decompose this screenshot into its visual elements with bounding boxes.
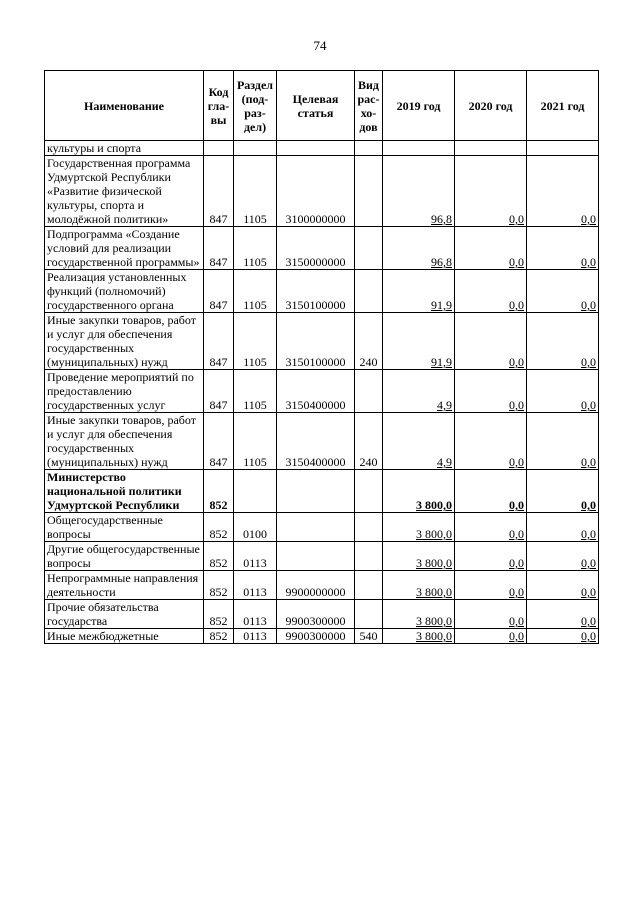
cell-y2021: 0,0 (527, 413, 599, 470)
cell-y2020: 0,0 (455, 370, 527, 413)
cell-y2020: 0,0 (455, 513, 527, 542)
cell-code: 847 (204, 270, 234, 313)
table-row (45, 370, 599, 413)
cell-expense (355, 141, 383, 156)
header-code: Код гла-вы (204, 71, 234, 141)
cell-section: 0113 (234, 629, 277, 644)
cell-y2019: 3 800,0 (383, 629, 455, 644)
cell-expense: 240 (355, 413, 383, 470)
cell-code: 852 (204, 600, 234, 629)
cell-target (277, 513, 355, 542)
cell-expense (355, 600, 383, 629)
cell-expense (355, 370, 383, 413)
cell-code: 852 (204, 470, 234, 513)
cell-name: Прочие обязательства государства (45, 600, 204, 629)
cell-y2019 (383, 141, 455, 156)
cell-name: Иные закупки товаров, работ и услуг для обеспечения государственных (муниципальных) нужд (45, 313, 204, 370)
table-body (45, 141, 599, 644)
cell-y2019: 91,9 (383, 270, 455, 313)
page-number: 74 (313, 38, 327, 53)
cell-section: 0113 (234, 571, 277, 600)
table-header-row (45, 71, 599, 141)
cell-y2021: 0,0 (527, 470, 599, 513)
cell-section: 0100 (234, 513, 277, 542)
cell-target: 9900300000 (277, 600, 355, 629)
cell-name: Реализация установленных функций (полномочий) государственного органа (45, 270, 204, 313)
cell-name: Иные закупки товаров, работ и услуг для обеспечения государственных (муниципальных) нужд (45, 413, 204, 470)
cell-code: 852 (204, 571, 234, 600)
cell-y2020: 0,0 (455, 470, 527, 513)
cell-y2021: 0,0 (527, 313, 599, 370)
header-section: Раздел (под-раз-дел) (234, 71, 277, 141)
cell-target: 3150400000 (277, 370, 355, 413)
cell-code: 847 (204, 313, 234, 370)
header-2020: 2020 год (455, 71, 527, 141)
cell-y2020: 0,0 (455, 156, 527, 227)
cell-y2019: 96,8 (383, 156, 455, 227)
cell-code: 852 (204, 629, 234, 644)
cell-y2019: 4,9 (383, 370, 455, 413)
cell-y2019: 3 800,0 (383, 542, 455, 571)
table-row (45, 227, 599, 270)
cell-section (234, 470, 277, 513)
table-row (45, 542, 599, 571)
header-expense: Вид рас-хо-дов (355, 71, 383, 141)
budget-table (44, 70, 599, 644)
cell-y2021 (527, 141, 599, 156)
cell-code: 847 (204, 413, 234, 470)
cell-expense: 240 (355, 313, 383, 370)
cell-expense (355, 470, 383, 513)
cell-section (234, 141, 277, 156)
cell-expense (355, 270, 383, 313)
cell-name: Иные межбюджетные (45, 629, 204, 644)
cell-y2019: 96,8 (383, 227, 455, 270)
cell-section: 0113 (234, 542, 277, 571)
table-row (45, 313, 599, 370)
header-2019: 2019 год (383, 71, 455, 141)
cell-y2020: 0,0 (455, 542, 527, 571)
cell-y2020: 0,0 (455, 600, 527, 629)
cell-section: 1105 (234, 227, 277, 270)
cell-section: 1105 (234, 156, 277, 227)
cell-y2019: 3 800,0 (383, 571, 455, 600)
cell-y2019: 91,9 (383, 313, 455, 370)
cell-target: 9900300000 (277, 629, 355, 644)
table-row (45, 513, 599, 542)
cell-expense (355, 542, 383, 571)
cell-section: 1105 (234, 270, 277, 313)
table-row (45, 629, 599, 644)
cell-code: 852 (204, 542, 234, 571)
cell-y2020: 0,0 (455, 313, 527, 370)
cell-section: 0113 (234, 600, 277, 629)
cell-code: 847 (204, 227, 234, 270)
table-row (45, 413, 599, 470)
header-name: Наименование (45, 71, 204, 141)
table-row (45, 156, 599, 227)
cell-y2021: 0,0 (527, 156, 599, 227)
cell-y2020: 0,0 (455, 270, 527, 313)
table-row (45, 141, 599, 156)
table-row (45, 270, 599, 313)
cell-section: 1105 (234, 313, 277, 370)
cell-y2021: 0,0 (527, 542, 599, 571)
cell-expense: 540 (355, 629, 383, 644)
cell-target: 3100000000 (277, 156, 355, 227)
header-target: Целевая статья (277, 71, 355, 141)
header-2021: 2021 год (527, 71, 599, 141)
cell-y2019: 3 800,0 (383, 600, 455, 629)
cell-y2021: 0,0 (527, 513, 599, 542)
cell-target (277, 542, 355, 571)
cell-name: Государственная программа Удмуртской Республики «Развитие физической культуры, спорта и молодёжной политики» (45, 156, 204, 227)
cell-y2020: 0,0 (455, 571, 527, 600)
cell-target: 3150100000 (277, 270, 355, 313)
table-row (45, 571, 599, 600)
cell-name: Другие общегосударственные вопросы (45, 542, 204, 571)
cell-y2021: 0,0 (527, 227, 599, 270)
cell-y2019: 4,9 (383, 413, 455, 470)
table-row (45, 470, 599, 513)
cell-y2019: 3 800,0 (383, 513, 455, 542)
cell-target (277, 470, 355, 513)
cell-y2019: 3 800,0 (383, 470, 455, 513)
cell-y2021: 0,0 (527, 629, 599, 644)
cell-y2021: 0,0 (527, 370, 599, 413)
cell-name: Общегосударственные вопросы (45, 513, 204, 542)
cell-section: 1105 (234, 370, 277, 413)
cell-expense (355, 571, 383, 600)
cell-name: Подпрограмма «Создание условий для реализации государственной программы» (45, 227, 204, 270)
cell-y2020 (455, 141, 527, 156)
cell-code (204, 141, 234, 156)
cell-expense (355, 513, 383, 542)
cell-code: 847 (204, 370, 234, 413)
cell-y2020: 0,0 (455, 413, 527, 470)
cell-name: Непрограммные направления деятельности (45, 571, 204, 600)
cell-name: Министерство национальной политики Удмуртской Республики (45, 470, 204, 513)
cell-target: 9900000000 (277, 571, 355, 600)
cell-target (277, 141, 355, 156)
cell-code: 852 (204, 513, 234, 542)
cell-code: 847 (204, 156, 234, 227)
cell-target: 3150000000 (277, 227, 355, 270)
cell-name: культуры и спорта (45, 141, 204, 156)
cell-y2021: 0,0 (527, 571, 599, 600)
cell-y2020: 0,0 (455, 227, 527, 270)
cell-y2021: 0,0 (527, 600, 599, 629)
cell-target: 3150400000 (277, 413, 355, 470)
table-row (45, 600, 599, 629)
cell-y2021: 0,0 (527, 270, 599, 313)
cell-section: 1105 (234, 413, 277, 470)
cell-expense (355, 227, 383, 270)
cell-target: 3150100000 (277, 313, 355, 370)
cell-name: Проведение мероприятий по предоставлению государственных услуг (45, 370, 204, 413)
cell-expense (355, 156, 383, 227)
cell-y2020: 0,0 (455, 629, 527, 644)
